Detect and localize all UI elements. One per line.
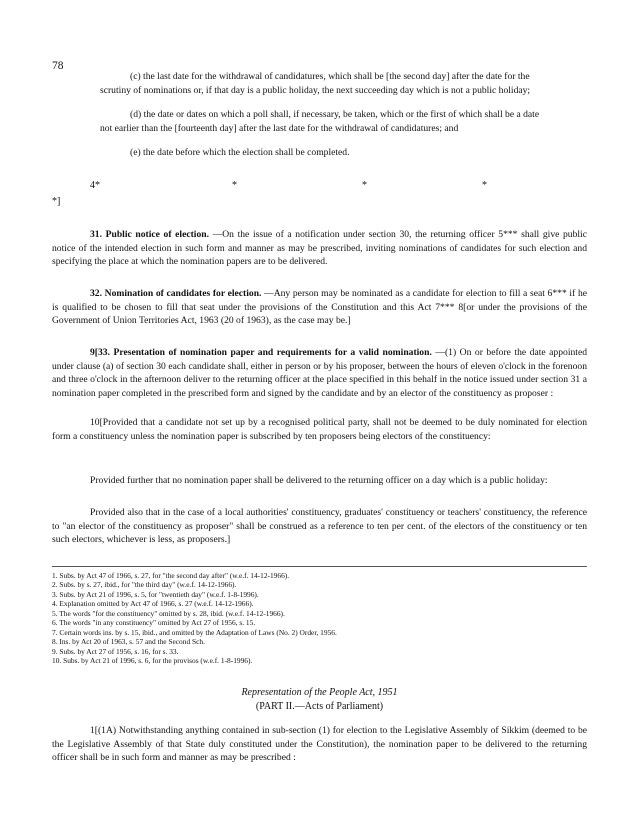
footnote-7: 7. Certain words ins. by s. 15, ibid., and omitted by the Adaptation of Laws (No. 2) Order, 1956. bbox=[52, 627, 337, 637]
star-2: * bbox=[232, 180, 237, 191]
star-4: * bbox=[482, 180, 487, 191]
clause-c-line2: scrutiny of nominations or, if that day is a public holiday, the next succeeding day which is not a public holiday; bbox=[100, 84, 531, 96]
footnote-9: 9. Subs. by Act 27 of 1956, s. 16, for s. 33. bbox=[52, 646, 179, 656]
clause-d-line2: not earlier than the [fourteenth day] after the last date for the withdrawal of candidatures; and bbox=[100, 122, 459, 134]
clause-c-line1: (c) the last date for the withdrawal of candidatures, which shall be [the second day] after the date for the bbox=[130, 71, 530, 82]
footnote-8: 8. Ins. by Act 20 of 1963, s. 57 and the Second Sch. bbox=[52, 637, 205, 647]
clause-e-line1: (e) the date before which the election shall be completed. bbox=[130, 147, 350, 158]
footnote-divider bbox=[52, 566, 587, 567]
star-3: * bbox=[362, 180, 367, 191]
section-32 bbox=[52, 287, 587, 328]
section-31-text: —On the issue of a notification under section 30, the returning officer 5*** shall give public notice of the intended election in such form and manner as may be prescribed, inviting nominations of candidates for such election and specifying the place at which the nomination papers are to be delivered. bbox=[52, 229, 587, 267]
star-close: *] bbox=[52, 196, 61, 207]
proviso-3: Provided also that in the case of a local authorities' constituency, graduates' constituency or teachers' constituency, the reference to "an elector of the constituency as proposer" shall be construed as a reference to ten per cent. of the electors of the constituency or ten such electors, whichever is less, as proposers.] bbox=[52, 507, 587, 545]
section-33-text: —(1) On or before the date appointed under clause (a) of section 30 each candidate shall, either in person or by his proposer, between the hours of eleven o'clock in the forenoon and three o'clock in the afternoon deliver to the returning officer at the place specified in this behalf in the notice issued under section 31 a nomination paper completed in the prescribed form and signed by the candidate and by an elector of the constituency as proposer : bbox=[52, 347, 588, 399]
footnotes bbox=[52, 571, 587, 666]
footnote-1: 1. Subs. by Act 47 of 1966, s. 27, for "the second day after" (w.e.f. 14-12-1966). bbox=[52, 571, 290, 580]
running-part: (PART II.—Acts of Parliament) bbox=[255, 701, 384, 712]
section-33-1A: 1[(1A) Notwithstanding anything contained in sub-section (1) for election to the Legislative Assembly of Sikkim (deemed to be the Legislative Assembly of that State duly constituted under the Constitution), the nomination paper to be delivered to the returning officer shall be in such form and manner as may be prescribed : bbox=[52, 725, 587, 763]
section-32-heading: 32. Nomination of candidates for election. bbox=[90, 288, 262, 299]
clause-c bbox=[100, 70, 587, 97]
section-32-text: —Any person may be nominated as a candidate for election to fill a seat 6*** if he is qualified to be chosen to fill that seat under the provisions of the Constitution and this Act 7*** 8[or under the provisions of the Government of Union Territories Act, 1963 (20 of 1963), as the case may be.] bbox=[52, 288, 587, 326]
clause-e bbox=[100, 146, 587, 160]
footnote-10: 10. Subs. by Act 21 of 1996, s. 6, for the provisos (w.e.f. 1-8-1996). bbox=[52, 656, 253, 666]
section-33 bbox=[52, 346, 587, 400]
clause-d-line1: (d) the date or dates on which a poll shall, if necessary, be taken, which or the first of which shall be a date bbox=[130, 109, 540, 120]
clause-d bbox=[100, 108, 587, 135]
page-number: 78 bbox=[52, 60, 64, 72]
proviso-2: Provided further that no nomination paper shall be delivered to the returning officer on a day which is a public holiday: bbox=[90, 475, 548, 486]
footnote-6: 6. The words "in any constituency" omitted by Act 27 of 1956, s. 15. bbox=[52, 618, 256, 628]
proviso-1: 10[Provided that a candidate not set up by a recognised political party, shall not be deemed to be duly nominated for election form a constituency unless the nomination paper is subscribed by ten proposers being electors of the constituency: bbox=[52, 417, 587, 442]
footnote-3: 3. Subs. by Act 21 of 1996, s. 5, for "twentieth day" (w.e.f. 1-8-1996). bbox=[52, 589, 259, 599]
footnote-4: 4. Explanation omitted by Act 47 of 1966, s. 27 (w.e.f. 14-12-1966). bbox=[52, 599, 254, 609]
running-title: Representation of the People Act, 1951 bbox=[241, 687, 398, 698]
section-31-heading: 31. Public notice of election. bbox=[90, 229, 209, 240]
section-33-heading: 9[33. Presentation of nomination paper and requirements for a valid nomination. bbox=[90, 347, 432, 358]
star-1: 4* bbox=[90, 180, 100, 191]
footnote-5: 5. The words "for the constituency" omitted by s. 28, ibid. (w.e.f. 14-12-1966). bbox=[52, 608, 285, 618]
footnote-2: 2. Subs. by s. 27, ibid., for "the third day" (w.e.f. 14-12-1966). bbox=[52, 580, 237, 590]
section-31 bbox=[52, 228, 587, 269]
